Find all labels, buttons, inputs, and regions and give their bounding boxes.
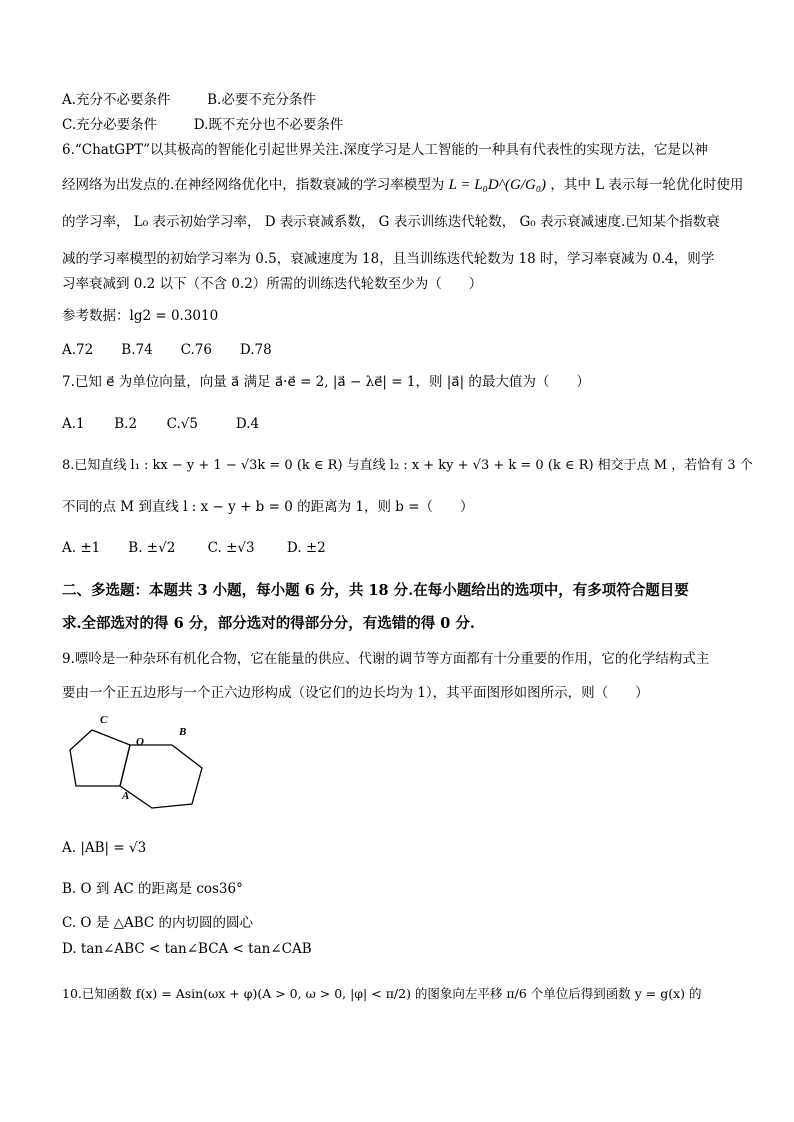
q6-line-2 — [62, 176, 743, 194]
q7-option-a: A.1 — [62, 416, 85, 432]
q5-option-c: C.充分必要条件 — [62, 117, 158, 133]
q8-line-2: 不同的点 M 到直线 l : x − y + b = 0 的距离为 1，则 b =（ ） — [62, 499, 474, 515]
q9-option-c: C. O 是 △ABC 的内切圆的圆心 — [62, 915, 254, 931]
q9-line-2: 要由一个正五边形与一个正六边形构成（设它们的边长均为 1），其平面图形如图所示，则（ ） — [62, 685, 649, 701]
figure-label-c: C — [100, 714, 108, 726]
q7-option-d: D.4 — [235, 416, 260, 432]
figure-label-a: A — [122, 790, 130, 802]
q7-stem: 7.已知 e⃗ 为单位向量，向量 a⃗ 满足 a⃗·e⃗ = 2, |a⃗ − λe⃗| = 1，则 |a⃗| 的最大值为（ ） — [62, 374, 590, 390]
q8-option-c: C. ±√3 — [207, 540, 255, 556]
q6-line-2-text: 经网络为出发点的.在神经网络优化中，指数衰减的学习率模型为 — [62, 177, 445, 193]
q6-option-d: D.78 — [239, 342, 272, 358]
q8-line-1: 8.已知直线 l₁ : kx − y + 1 − √3k = 0 (k ∈ R) 与直线 l₂ : x + ky + √3 + k = 0 (k ∈ R) 相交于点 M ，若恰有 3 个 — [62, 458, 753, 473]
q6-line-5: 习率衰减到 0.2 以下（不含 0.2）所需的训练迭代轮数至少为（ ） — [62, 276, 483, 292]
q6-option-b: B.74 — [121, 342, 153, 358]
q7-options — [62, 415, 284, 433]
figure-label-b: B — [179, 726, 187, 738]
q7-option-c: C.√5 — [166, 416, 198, 432]
q6-option-a: A.72 — [62, 342, 94, 358]
q6-options — [62, 341, 295, 359]
q8-option-b: B. ±√2 — [128, 540, 176, 556]
q9-option-d: D. tan∠ABC < tan∠BCA < tan∠CAB — [62, 941, 312, 957]
q9-line-1: 9.嘌呤是一种杂环有机化合物，它在能量的供应、代谢的调节等方面都有十分重要的作用，它的化学结构式主 — [62, 651, 710, 667]
q5-option-row-2 — [62, 116, 343, 134]
q6-line-1: 6.“ChatGPT”以其极高的智能化引起世界关注.深度学习是人工智能的一种具有代表性的实现方法，它是以神 — [62, 142, 708, 158]
hexagon-shape — [120, 745, 202, 808]
q5-option-row-1 — [62, 91, 316, 109]
figure-label-o: O — [136, 736, 144, 748]
q6-reference-data: 参考数据：lg2 = 0.3010 — [62, 308, 219, 324]
q8-option-d: D. ±2 — [286, 540, 326, 556]
q9-option-b: B. O 到 AC 的距离是 cos36° — [62, 881, 243, 897]
q7-option-b: B.2 — [114, 416, 138, 432]
q9-option-a: A. |AB| = √3 — [62, 840, 147, 856]
q5-option-a: A.充分不必要条件 — [62, 92, 171, 108]
q8-options — [62, 539, 349, 557]
q6-line-2-tail: ，其中 L 表示每一轮优化时使用 — [550, 177, 744, 193]
q10-line-1: 10.已知函数 f(x) = Asin(ωx + φ)(A > 0, ω > 0, |φ| < π/2) 的图象向左平移 π/6 个单位后得到函数 y = g(x) 的 — [62, 986, 702, 1001]
purine-figure — [62, 708, 232, 818]
q6-decay-formula: L = L₀D^(G/G₀) — [448, 177, 547, 193]
q6-line-4: 减的学习率模型的初始学习率为 0.5，衰减速度为 18，且当训练迭代轮数为 18 时，学习率衰减为 0.4，则学 — [62, 251, 715, 267]
pentagon-shape — [70, 730, 130, 786]
q5-option-d: D.既不充分也不必要条件 — [193, 117, 344, 133]
q8-option-a: A. ±1 — [62, 540, 101, 556]
section2-heading-line-1: 二、多选题：本题共 3 小题，每小题 6 分，共 18 分.在每小题给出的选项中，有多项符合题目要 — [62, 582, 689, 599]
q6-line-3: 的学习率， L₀ 表示初始学习率， D 表示衰减系数， G 表示训练迭代轮数， G₀ 表示衰减速度.已知某个指数衰 — [62, 214, 720, 230]
q5-option-b: B.必要不充分条件 — [207, 92, 316, 108]
section2-heading-line-2: 求.全部选对的得 6 分，部分选对的得部分分，有选错的得 0 分. — [62, 615, 475, 632]
q6-option-c: C.76 — [180, 342, 212, 358]
